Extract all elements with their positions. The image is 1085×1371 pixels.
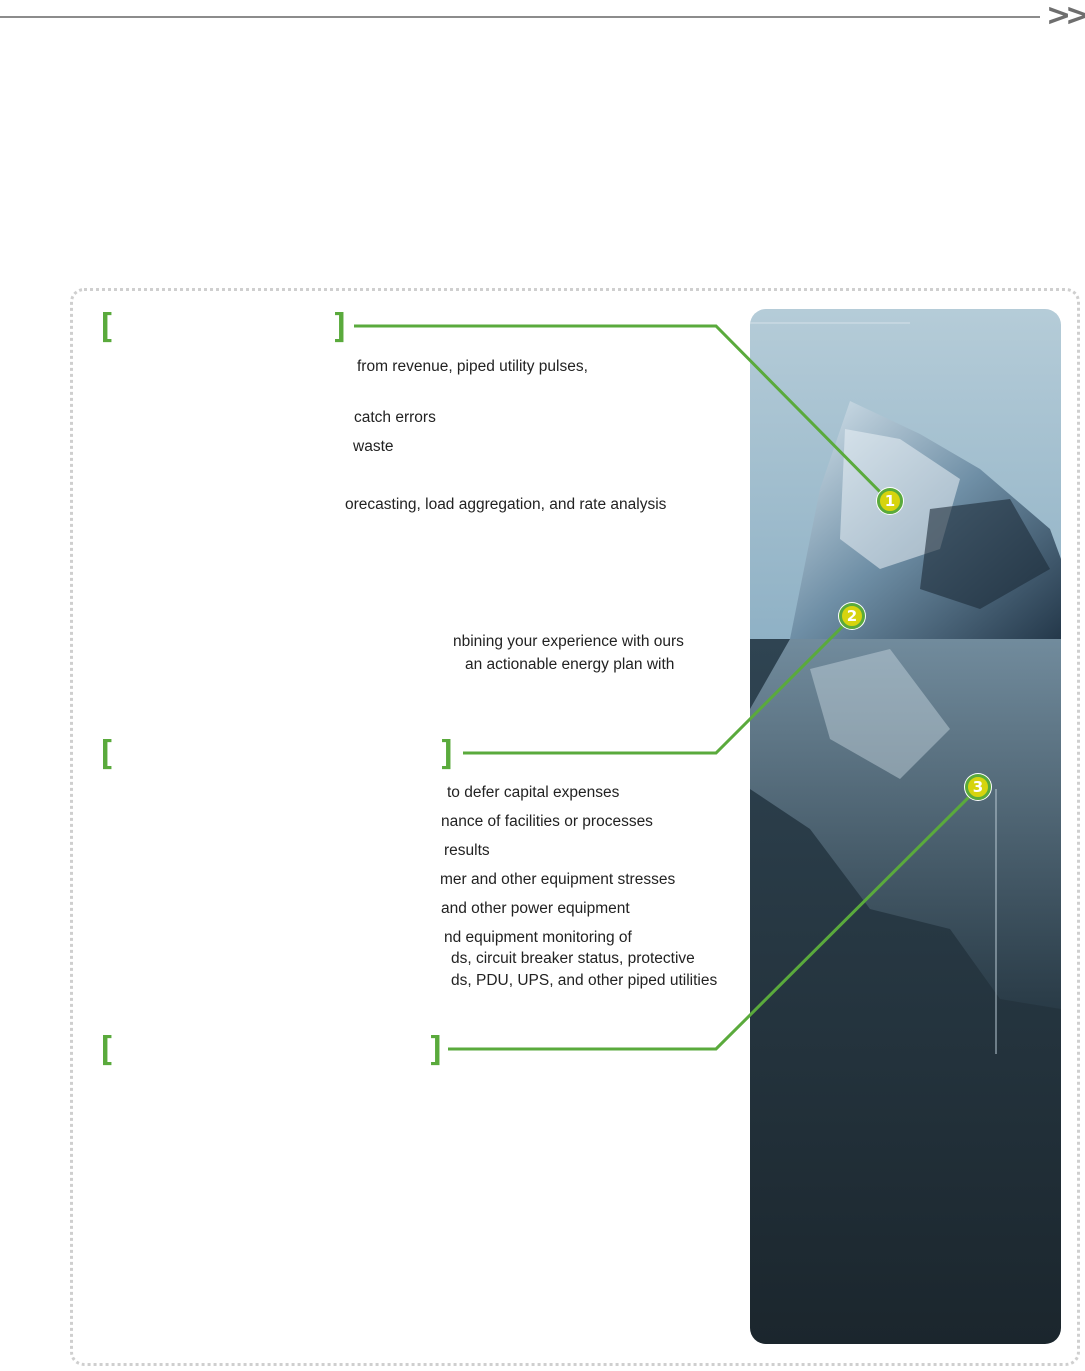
section3-bracket-open: [ xyxy=(96,1030,117,1070)
section2-bracket-close: ] xyxy=(437,734,458,774)
section3-line: to defer capital expenses xyxy=(447,784,620,801)
section1-bracket-close: ] xyxy=(330,307,351,347)
callout-marker-2: 2 xyxy=(839,603,865,629)
section2-intro-line: an actionable energy plan with xyxy=(465,656,675,673)
section3-line: results xyxy=(444,842,490,859)
callout-marker-3: 3 xyxy=(965,774,991,800)
section3-line: ds, circuit breaker status, protective xyxy=(451,950,695,967)
section3-line: nd equipment monitoring of xyxy=(444,929,632,946)
section3-line: nance of facilities or processes xyxy=(441,813,653,830)
next-page-arrows[interactable]: >> xyxy=(1046,0,1085,33)
section3-line: and other power equipment xyxy=(441,900,630,917)
callout-marker-1: 1 xyxy=(877,488,903,514)
section3-line: mer and other equipment stresses xyxy=(440,871,676,888)
section1-line: waste xyxy=(353,438,394,455)
section1-bracket-open: [ xyxy=(96,307,117,347)
section3-line: ds, PDU, UPS, and other piped utilities xyxy=(451,972,718,989)
section3-bracket-close: ] xyxy=(426,1030,447,1070)
section1-line: orecasting, load aggregation, and rate analysis xyxy=(345,496,667,513)
section2-bracket-open: [ xyxy=(96,734,117,774)
section2-intro-line: nbining your experience with ours xyxy=(453,633,684,650)
section1-line: from revenue, piped utility pulses, xyxy=(357,358,588,375)
section1-line: catch errors xyxy=(354,409,436,426)
